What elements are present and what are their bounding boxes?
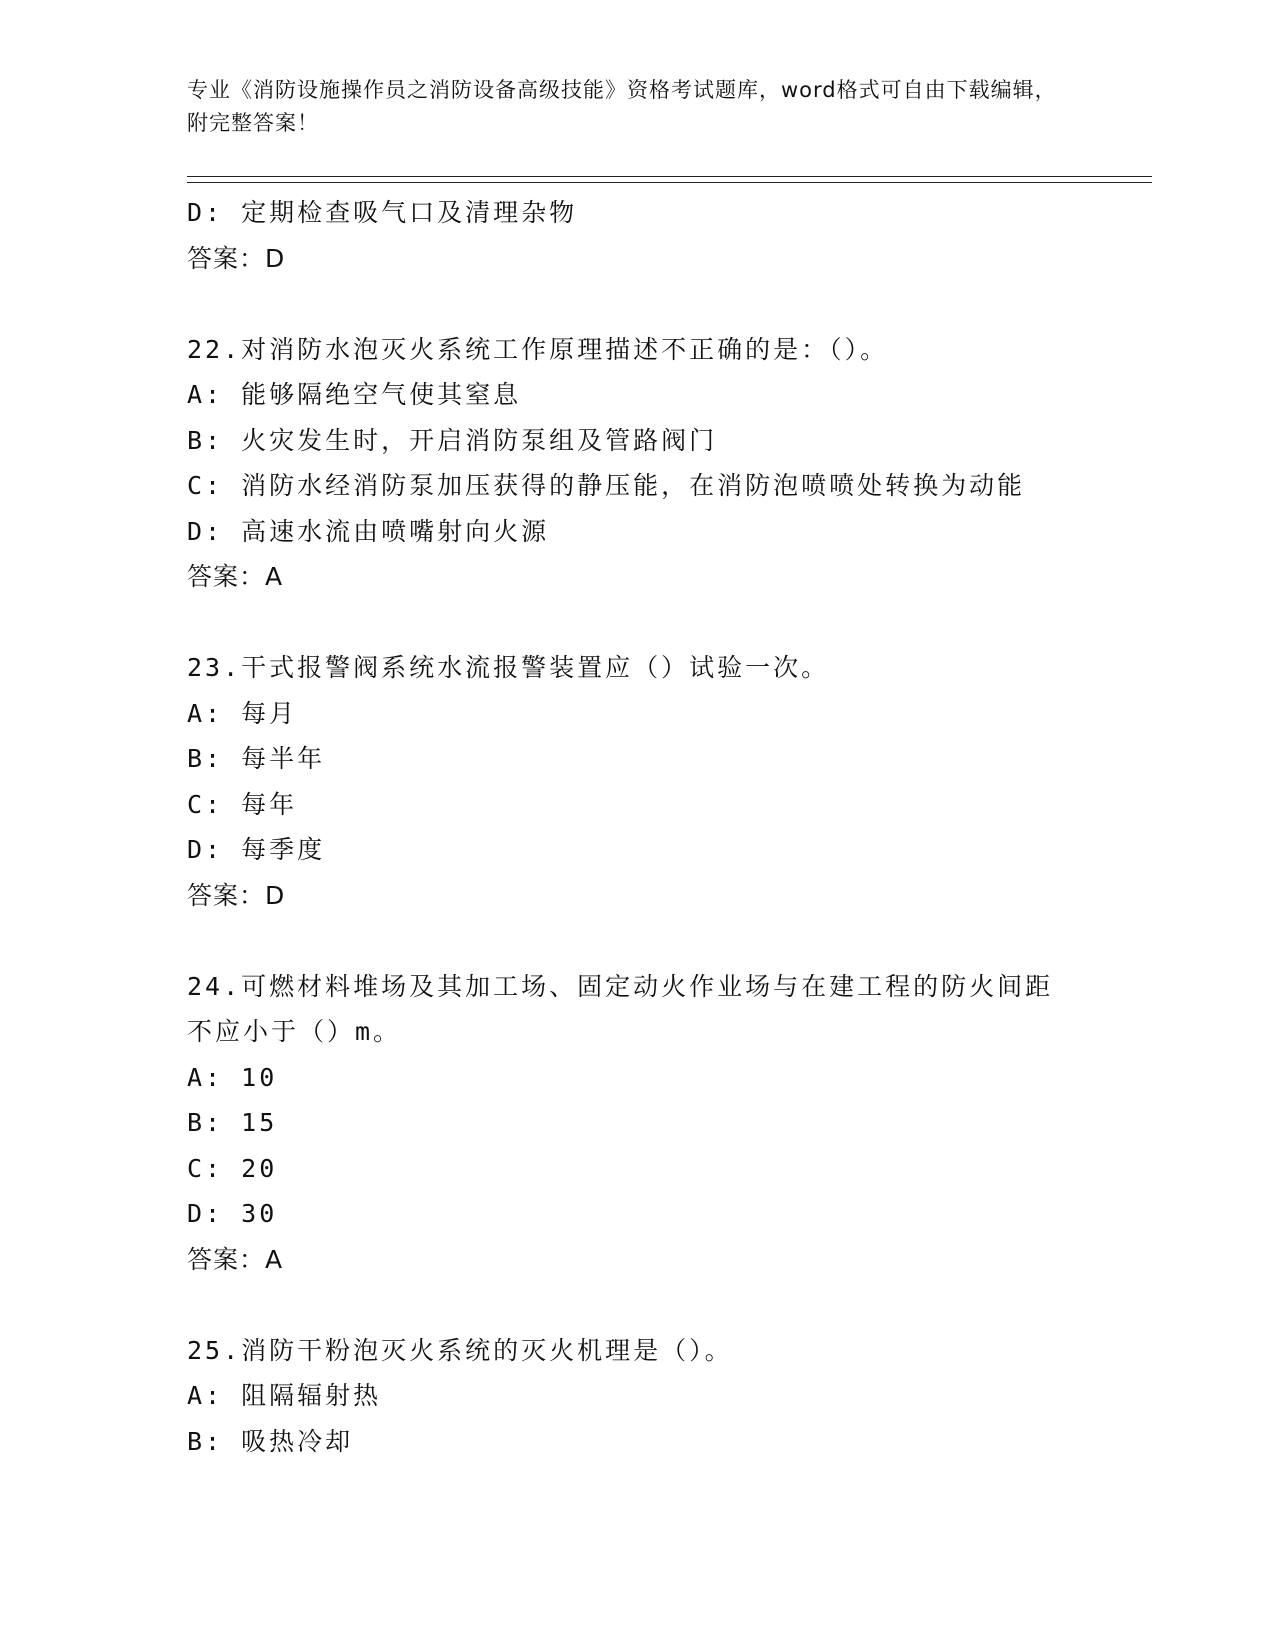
spacer bbox=[187, 281, 1087, 327]
option-line: B: 每半年 bbox=[187, 744, 326, 773]
spacer bbox=[187, 1282, 1087, 1328]
answer-line: 答案：A bbox=[187, 562, 284, 591]
option-line: A: 能够隔绝空气使其窒息 bbox=[187, 380, 522, 409]
question-line: 22.对消防水泡灭火系统工作原理描述不正确的是：（）。 bbox=[187, 334, 889, 364]
answer-line: 答案：D bbox=[187, 880, 286, 910]
option-line: C: 20 bbox=[187, 1153, 278, 1183]
question-line: 23.干式报警阀系统水流报警装置应（）试验一次。 bbox=[187, 653, 830, 682]
question-line-continued: 不应小于（）m。 bbox=[187, 1017, 402, 1046]
option-line: D: 高速水流由喷嘴射向火源 bbox=[187, 516, 550, 546]
spacer bbox=[187, 600, 1087, 646]
option-line: D: 30 bbox=[187, 1199, 278, 1228]
answer-line: 答案：A bbox=[187, 1244, 284, 1274]
option-line: B: 火灾发生时，开启消防泵组及管路阀门 bbox=[187, 425, 718, 455]
option-line: C: 每年 bbox=[187, 789, 298, 819]
option-line: D: 定期检查吸气口及清理杂物 bbox=[187, 198, 578, 227]
option-line: A: 阻隔辐射热 bbox=[187, 1381, 382, 1410]
answer-line: 答案：D bbox=[187, 243, 286, 273]
document-header: 专业《消防设施操作员之消防设备高级技能》资格考试题库，word格式可自由下载编辑，附完整答案！ bbox=[187, 78, 1057, 135]
option-line: D: 每季度 bbox=[187, 835, 326, 864]
header-rule-bottom bbox=[187, 182, 1152, 183]
option-line: B: 15 bbox=[187, 1108, 278, 1137]
spacer bbox=[187, 918, 1087, 964]
option-line: A: 每月 bbox=[187, 698, 298, 728]
question-list bbox=[187, 190, 1087, 1464]
option-line: A: 10 bbox=[187, 1062, 278, 1092]
option-line: C: 消防水经消防泵加压获得的静压能，在消防泡喷喷处转换为动能 bbox=[187, 471, 1026, 500]
question-line: 24.可燃材料堆场及其加工场、固定动火作业场与在建工程的防火间距 bbox=[187, 971, 1054, 1001]
option-line: B: 吸热冷却 bbox=[187, 1426, 354, 1456]
header-rule-top bbox=[187, 176, 1152, 177]
question-line: 25.消防干粉泡灭火系统的灭火机理是（）。 bbox=[187, 1335, 733, 1365]
